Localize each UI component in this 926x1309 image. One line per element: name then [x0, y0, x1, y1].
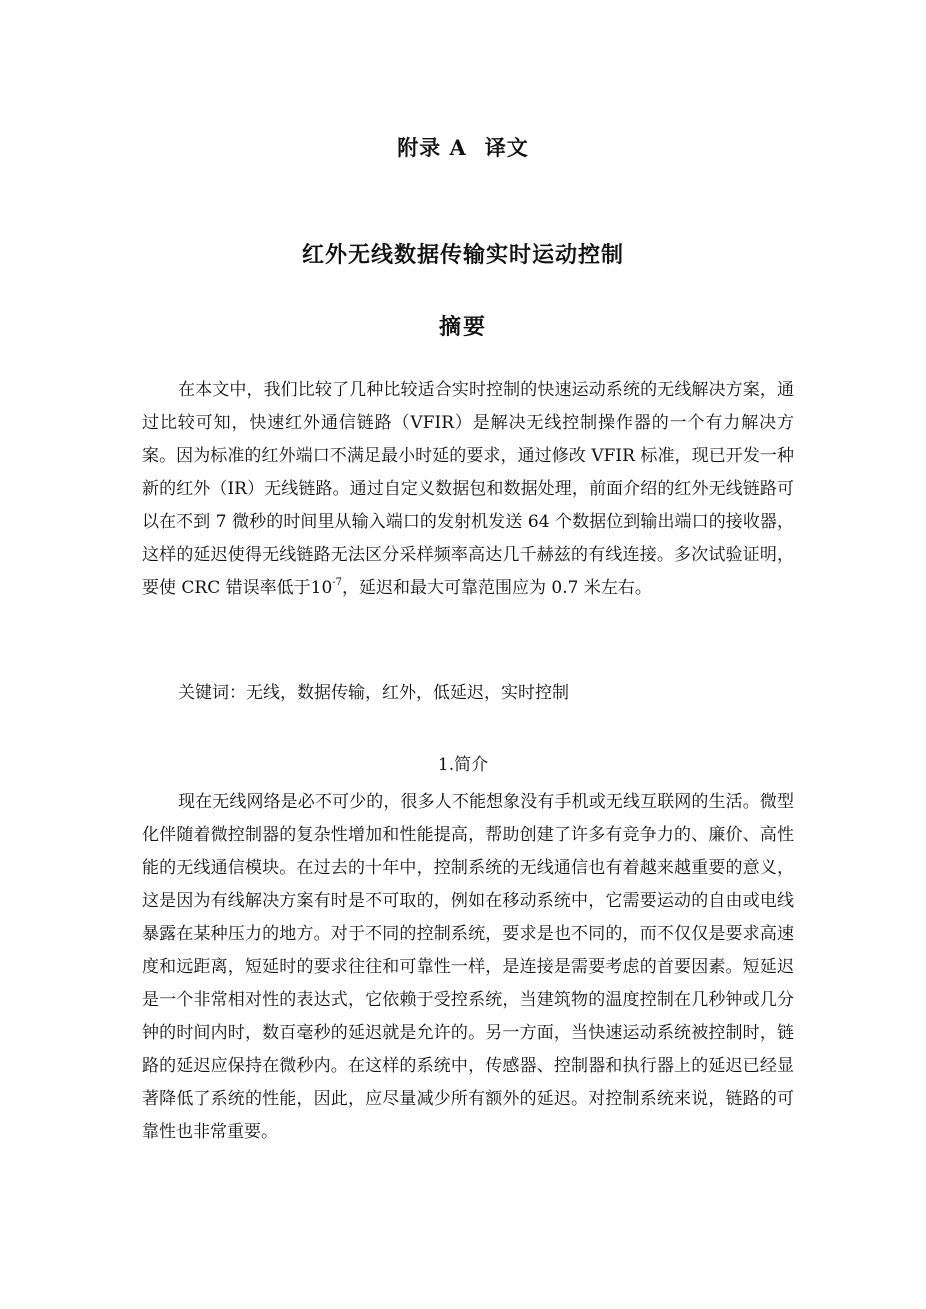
appendix-title: [0, 132, 926, 162]
abstract-text-part-1: 在本文中，我们比较了几种比较适合实时控制的快速运动系统的无线解决方案，通过比较可知，快速红外通信链路（VFIR）是解决无线控制操作器的一个有力解决方案。因为标准的红外端口不满足最小时延的要求，通过修改 VFIR 标准，现已开发一种新的红外（IR）无线链路。通过自定义数据包和数据处理，前面介绍的红外无线链路可以在不到 7 微秒的时间里从输入端口的发射机发送 64 个数据位到输出端口的接收器，这样的延迟使得无线链路无法区分采样频率高达几千赫兹的有线连接。多次试验证明，要使 CRC 错误率低于: [142, 380, 794, 598]
abstract-paragraph: [142, 374, 794, 605]
abstract-text-part-2: ，延迟和最大可靠范围应为 0.7 米左右。: [342, 578, 652, 598]
appendix-subtitle: 译文: [484, 135, 529, 160]
introduction-body: [142, 786, 794, 1149]
abstract-body: [142, 374, 794, 605]
abstract-heading: 摘要: [438, 314, 487, 340]
paper-title: 红外无线数据传输实时运动控制: [301, 242, 624, 268]
introduction-paragraph: 现在无线网络是必不可少的，很多人不能想象没有手机或无线互联网的生活。微型化伴随着微控制器的复杂性增加和性能提高，帮助创建了许多有竞争力的、廉价、高性能的无线通信模块。在过去的十年中，控制系统的无线通信也有着越来越重要的意义，这是因为有线解决方案有时是不可取的，例如在移动系统中，它需要运动的自由或电线暴露在某种压力的地方。对于不同的控制系统，要求是也不同的，而不仅仅是要求高速度和远距离，短延时的要求往往和可靠性一样，是连接是需要考虑的首要因素。短延迟是一个非常相对性的表达式，它依赖于受控系统，当建筑物的温度控制在几秒钟或几分钟的时间内时，数百毫秒的延迟就是允许的。另一方面，当快速运动系统被控制时，链路的延迟应保持在微秒内。在这样的系统中，传感器、控制器和执行器上的延迟已经显著降低了系统的性能，因此，应尽量减少所有额外的延迟。对控制系统来说，链路的可靠性也非常重要。: [142, 792, 794, 1142]
error-rate-exponent: -7: [332, 577, 343, 588]
appendix-label: 附录 A: [397, 135, 467, 160]
section-heading-introduction: 1.简介: [437, 755, 489, 775]
keywords: 关键词：无线，数据传输，红外，低延迟，实时控制: [178, 683, 569, 703]
error-rate-base: 10: [310, 578, 333, 598]
